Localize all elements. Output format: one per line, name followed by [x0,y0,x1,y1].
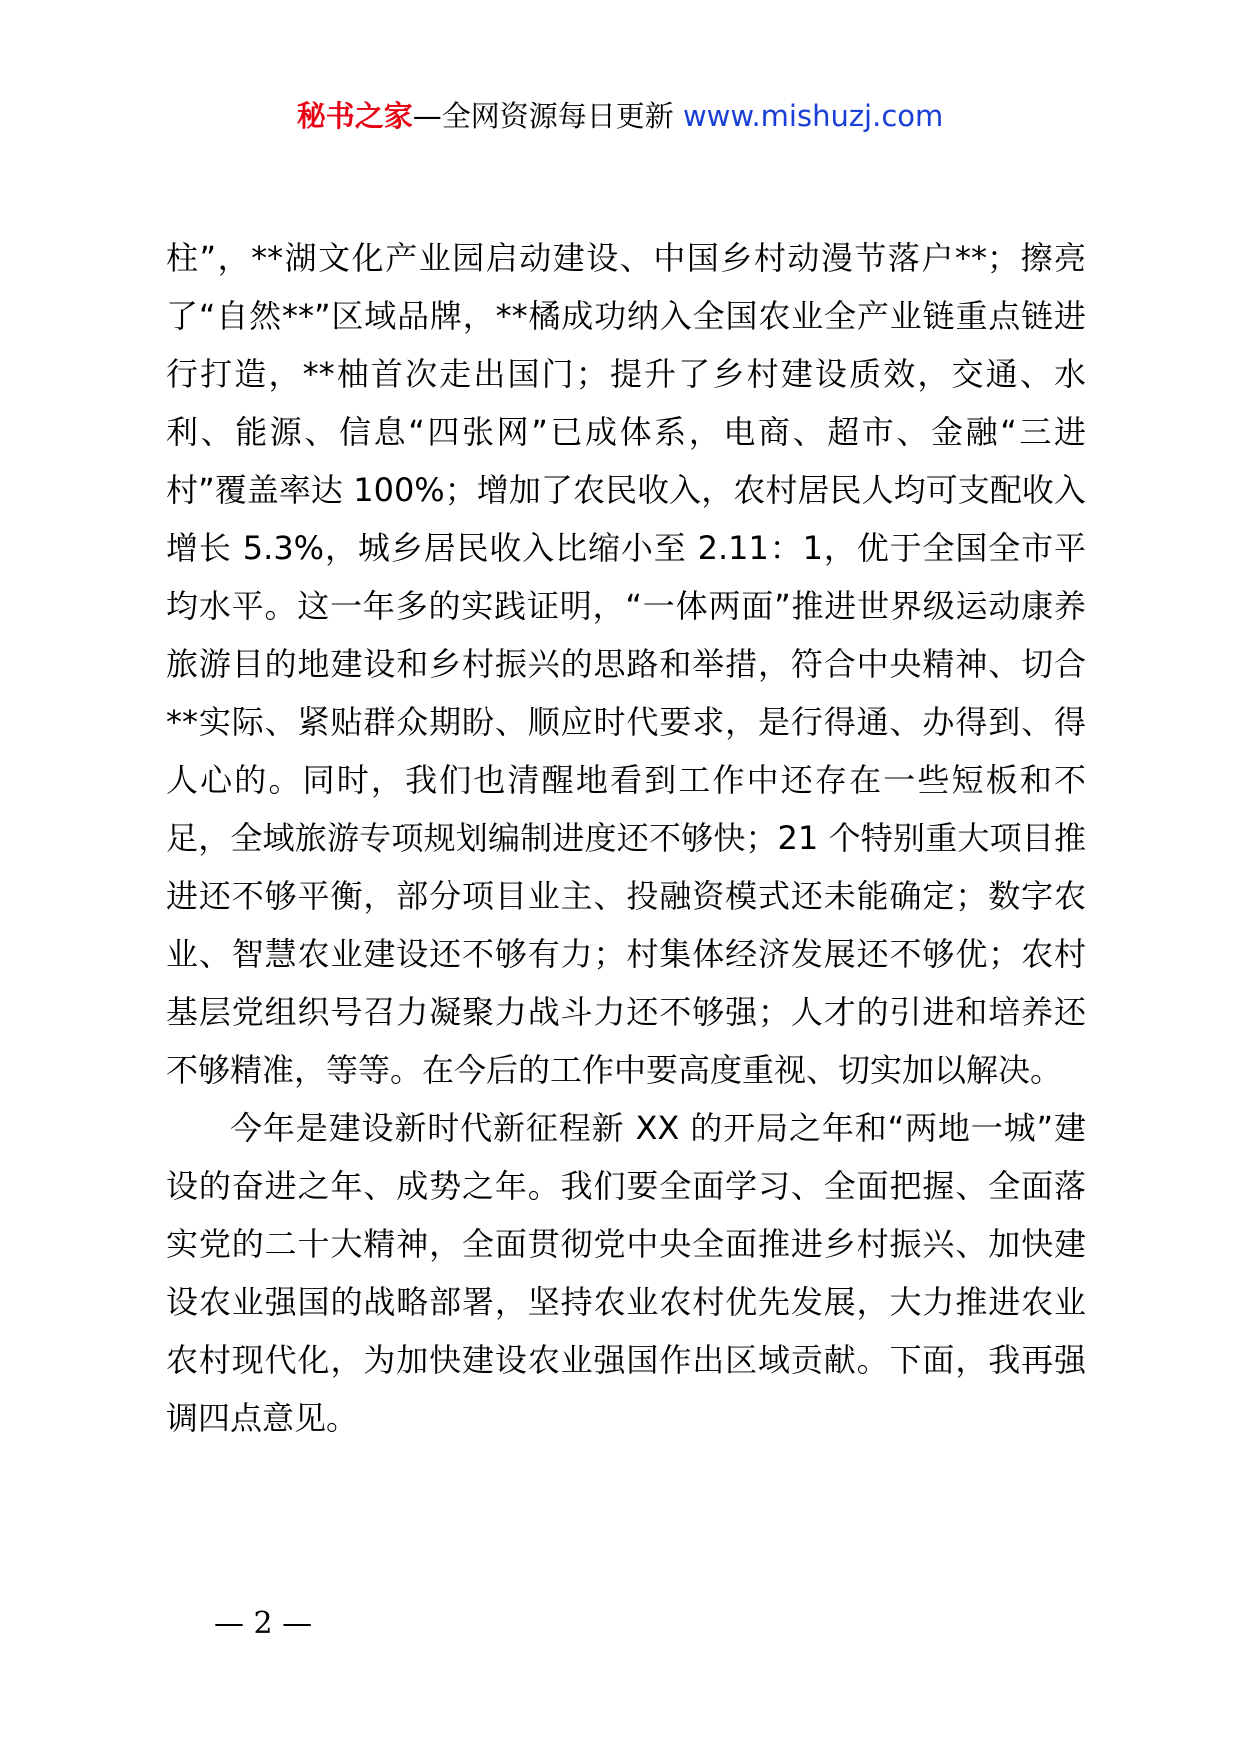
header-tagline: —全网资源每日更新 [412,99,674,133]
document-body [166,229,1086,1447]
brand-name: 秘书之家 [296,99,413,133]
paragraph-1: 柱”，**湖文化产业园启动建设、中国乡村动漫节落户**；擦亮了“自然**”区域品牌，**橘成功纳入全国农业全产业链重点链进行打造，**柚首次走出国门；提升了乡村建设质效，交通、水利、能源、信息“四张网”已成体系，电商、超市、金融“三进村”覆盖率达 100%；增加了农民收入，农村居民人均可支配收入增长 5.3%，城乡居民收入比缩小至 2.11：1，优于全国全市平均水平。这一年多的实践证明，“一体两面”推进世界级运动康养旅游目的地建设和乡村振兴的思路和举措，符合中央精神、切合**实际、紧贴群众期盼、顺应时代要求，是行得通、办得到、得人心的。同时，我们也清醒地看到工作中还存在一些短板和不足，全域旅游专项规划编制进度还不够快；21 个特别重大项目推进还不够平衡，部分项目业主、投融资模式还未能确定；数字农业、智慧农业建设还不够有力；村集体经济发展还不够优；农村基层党组织号召力凝聚力战斗力还不够强；人才的引进和培养还不够精准，等等。在今后的工作中要高度重视、切实加以解决。 [166,239,1086,1089]
site-url-link[interactable]: www.mishuzj.com [682,99,944,133]
paragraph-2: 今年是建设新时代新征程新 XX 的开局之年和“两地一城”建设的奋进之年、成势之年。我们要全面学习、全面把握、全面落实党的二十大精神，全面贯彻党中央全面推进乡村振兴、加快建设农业强国的战略部署，坚持农业农村优先发展，大力推进农业农村现代化，为加快建设农业强国作出区域贡献。下面，我再强调四点意见。 [166,1109,1086,1437]
page-number: — 2 — [214,1606,313,1641]
site-header [0,96,1240,136]
